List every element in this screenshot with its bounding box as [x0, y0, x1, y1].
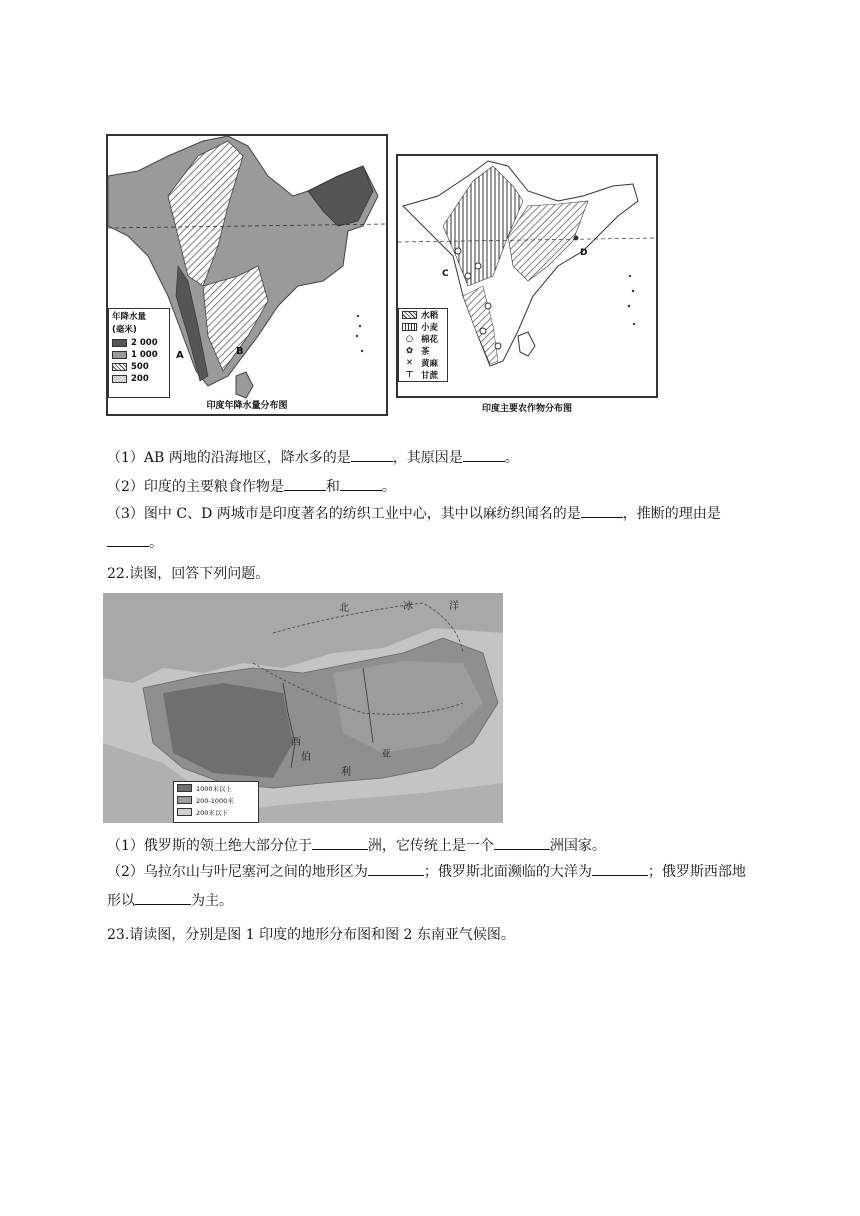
legend-label: 2 000: [131, 338, 158, 348]
label-b: B: [236, 346, 244, 357]
q21-p1-suffix: 。: [504, 450, 519, 466]
legend-label: 甘蔗: [421, 371, 439, 381]
answer-blank[interactable]: [368, 861, 424, 876]
legend-row-200: [109, 373, 169, 385]
tea-icon: ✿: [405, 346, 414, 356]
legend-row-tea: [399, 345, 447, 357]
legend-swatch: [402, 323, 417, 331]
legend-swatch: [177, 808, 192, 816]
jute-icon: ✕: [405, 358, 414, 368]
q21-p2-suffix: 。: [381, 479, 396, 495]
answer-blank[interactable]: [581, 503, 623, 518]
q22-p2-mid2: ；俄罗斯西部地形以: [107, 864, 746, 909]
russia-terrain-map: [103, 593, 503, 823]
answer-blank[interactable]: [351, 447, 393, 462]
legend-label: 1 000: [131, 350, 158, 360]
q22-title: 22.读图，回答下列问题。: [107, 566, 270, 582]
answer-blank[interactable]: [463, 447, 505, 462]
legend-label: 200-1000米: [196, 796, 234, 805]
answer-blank[interactable]: [312, 835, 368, 850]
legend-swatch: [177, 796, 192, 804]
legend-label: 小麦: [421, 323, 439, 333]
legend-unit: (毫米): [112, 325, 137, 335]
legend-row-high: [174, 782, 258, 794]
map-label-xi: 西: [291, 737, 301, 748]
legend-label: 200米以下: [196, 808, 228, 817]
answer-blank[interactable]: [135, 890, 191, 905]
legend-row-jute: [399, 357, 447, 369]
legend-swatch: [177, 784, 192, 792]
legend-swatch: [402, 311, 417, 319]
legend-row-low: [174, 806, 258, 818]
map-label-yang: 洋: [449, 601, 459, 612]
legend-label: 茶: [421, 347, 430, 357]
terrain-legend: [173, 781, 259, 823]
q21-part1: [107, 447, 519, 468]
q21-p3-suffix: 。: [149, 535, 163, 551]
legend-row-1000: [109, 349, 169, 361]
india-crops-map: [396, 154, 658, 414]
q21-p3-mid: ，推断的理由是: [622, 506, 721, 522]
legend-row-rice: [399, 309, 447, 321]
map-label-bo: 伯: [301, 752, 311, 763]
legend-label: 200: [131, 374, 149, 384]
map-label-bing: 冰: [403, 601, 413, 612]
legend-row-wheat: [399, 321, 447, 333]
q22-p2-suffix: 为主。: [191, 893, 233, 909]
legend-swatch: [112, 375, 127, 383]
legend-title: 年降水量: [112, 312, 147, 322]
label-c: C: [442, 269, 449, 279]
answer-blank[interactable]: [494, 835, 550, 850]
answer-blank[interactable]: [592, 861, 648, 876]
q22-part2: [107, 858, 757, 916]
legend-swatch: [112, 351, 127, 359]
answer-blank[interactable]: [340, 476, 382, 491]
legend-swatch: [112, 363, 127, 371]
q21-p2-mid: 和: [325, 479, 340, 495]
legend-row-sugarcane: [399, 369, 447, 381]
legend-label: 500: [131, 362, 149, 372]
answer-blank[interactable]: [284, 476, 326, 491]
label-d: D: [580, 248, 588, 258]
map-label-bei: 北: [339, 603, 349, 614]
figure1-caption: 印度年降水量分布图: [206, 401, 288, 411]
cotton-icon: ○: [405, 334, 414, 344]
legend-row-cotton: [399, 333, 447, 345]
q21-part3: [107, 500, 757, 558]
q22-p1-suffix: 洲国家。: [549, 838, 606, 854]
map-label-li: 利: [341, 767, 351, 778]
q22-p2-mid1: ；俄罗斯北面濒临的大洋为: [423, 864, 592, 880]
legend-label: 水稻: [421, 311, 439, 321]
legend-label: 棉花: [421, 335, 439, 345]
label-a: A: [176, 350, 184, 361]
map-label-ya: 亚: [381, 749, 391, 760]
precipitation-legend: [108, 308, 170, 398]
india-precipitation-map: [106, 134, 388, 416]
q22-p2-prefix: （2）乌拉尔山与叶尼塞河之间的地形区为: [107, 864, 368, 880]
legend-label: 1000米以上: [196, 784, 233, 793]
q21-part2: [107, 476, 396, 497]
q21-p3-prefix: （3）图中 C、D 两城市是印度著名的纺织工业中心，其中以麻纺织闻名的是: [107, 506, 581, 522]
legend-label: 黄麻: [421, 359, 439, 369]
russia-map-drawing: [103, 593, 503, 823]
crops-legend: [398, 308, 448, 382]
q22-part1: [107, 835, 606, 856]
legend-row-500: [109, 361, 169, 373]
figure2-caption: 印度主要农作物分布图: [481, 404, 572, 414]
q22-p1-mid: 洲，它传统上是一个: [367, 838, 494, 854]
q23-title: 23.请读图，分别是图 1 印度的地形分布图和图 2 东南亚气候图。: [107, 927, 515, 943]
legend-row-2000: [109, 337, 169, 349]
sugarcane-icon: ⊤: [405, 370, 414, 380]
q21-p1-mid: ，其原因是: [392, 450, 463, 466]
q21-p1-prefix: （1）AB 两地的沿海地区，降水多的是: [107, 450, 351, 466]
q21-p2-prefix: （2）印度的主要粮食作物是: [107, 479, 284, 495]
legend-row-mid: [174, 794, 258, 806]
q22-p1-prefix: （1）俄罗斯的领土绝大部分位于: [107, 838, 312, 854]
legend-swatch: [112, 339, 127, 347]
answer-blank[interactable]: [107, 532, 149, 547]
